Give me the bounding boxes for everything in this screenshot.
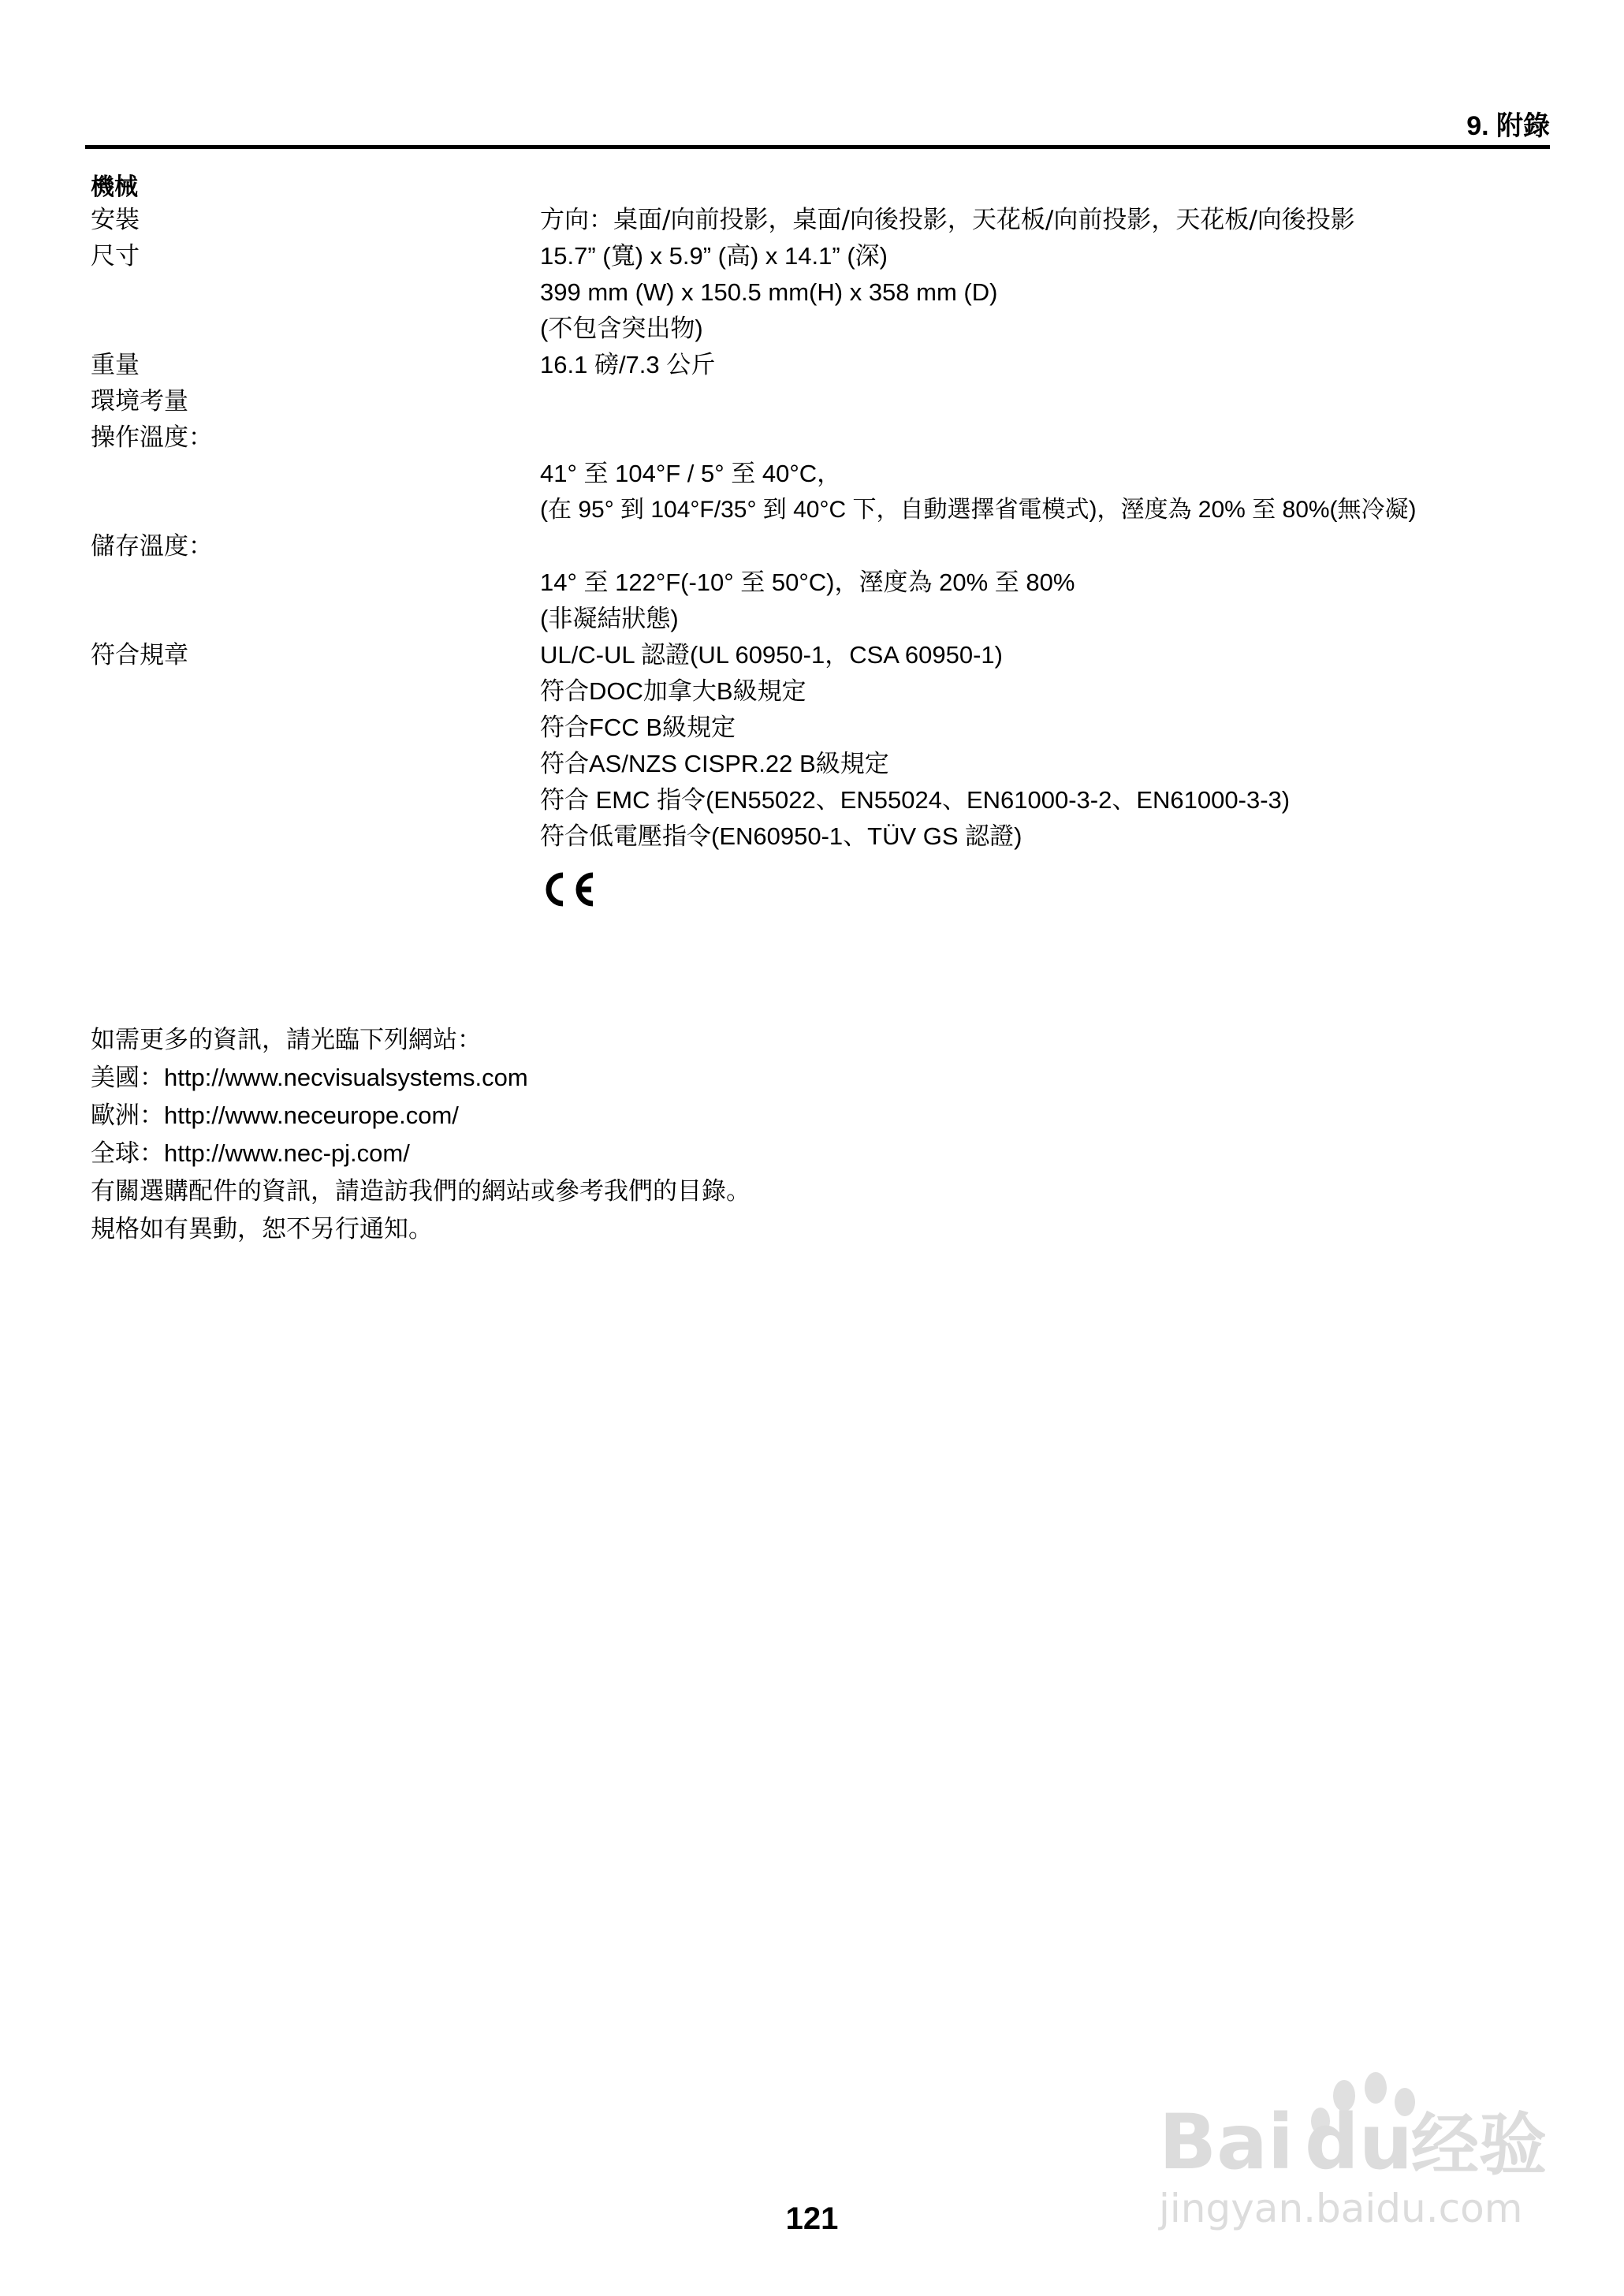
info-line-europe-url: 歐洲：http://www.neceurope.com/ bbox=[91, 1101, 459, 1129]
spec-label-install: 安裝 bbox=[91, 206, 140, 234]
info-line-spec-change: 規格如有異動，恕不另行通知。 bbox=[91, 1215, 433, 1243]
ce-mark-icon bbox=[538, 870, 598, 908]
spec-value-compliance-2: 符合DOC加拿大B級規定 bbox=[540, 677, 806, 705]
spec-label-compliance: 符合規章 bbox=[91, 641, 188, 669]
spec-value-operating-temp-2: (在 95° 到 104°F/35° 到 40°C 下，自動選擇省電模式)，溼度為 20% 至 80%(無冷凝) bbox=[540, 497, 1417, 523]
watermark-bai: Bai bbox=[1159, 2098, 1294, 2186]
spec-value-storage-temp-1: 14° 至 122°F(-10° 至 50°C)，溼度為 20% 至 80% bbox=[540, 568, 1075, 596]
spec-value-dimensions-3: (不包含突出物) bbox=[540, 315, 703, 342]
spec-value-dimensions-2: 399 mm (W) x 150.5 mm(H) x 358 mm (D) bbox=[540, 278, 998, 306]
spec-value-dimensions-1: 15.7” (寬) x 5.9” (高) x 14.1” (深) bbox=[540, 242, 888, 270]
watermark-url: jingyan.baidu.com bbox=[1159, 2186, 1523, 2231]
spec-value-storage-temp-2: (非凝結狀態) bbox=[540, 605, 679, 632]
info-line-accessories: 有關選購配件的資訊，請造訪我們的網站或參考我們的目錄。 bbox=[91, 1177, 751, 1205]
spec-value-compliance-3: 符合FCC B級規定 bbox=[540, 714, 736, 741]
spec-label-dimensions: 尺寸 bbox=[91, 242, 140, 270]
info-line-usa-url: 美國：http://www.necvisualsystems.com bbox=[91, 1064, 528, 1091]
spec-value-compliance-1: UL/C-UL 認證(UL 60950-1，CSA 60950-1) bbox=[540, 641, 1003, 669]
section-heading: 機械 bbox=[91, 173, 138, 201]
baidu-watermark bbox=[1151, 2050, 1561, 2239]
spec-label-weight: 重量 bbox=[91, 351, 140, 379]
spec-value-compliance-6: 符合低電壓指令(EN60950-1、TÜV GS 認證) bbox=[540, 822, 1022, 850]
header-divider bbox=[85, 145, 1550, 149]
spec-label-environment: 環境考量 bbox=[91, 387, 188, 416]
page-header-title: 9. 附錄 bbox=[1466, 111, 1550, 141]
watermark-du: du bbox=[1305, 2098, 1414, 2186]
spec-label-storage-temp: 儲存溫度： bbox=[91, 532, 213, 561]
page-number: 121 bbox=[785, 2201, 839, 2236]
spec-value-compliance-4: 符合AS/NZS CISPR.22 B級規定 bbox=[540, 750, 889, 777]
info-line-global-url: 全球：http://www.nec-pj.com/ bbox=[91, 1139, 410, 1167]
spec-label-operating-temp: 操作溫度： bbox=[91, 423, 213, 452]
spec-value-install: 方向：桌面/向前投影，桌面/向後投影，天花板/向前投影，天花板/向後投影 bbox=[540, 206, 1355, 234]
info-line-more-info: 如需更多的資訊，請光臨下列網站： bbox=[91, 1026, 482, 1053]
watermark-jingyan: 经验 bbox=[1411, 2106, 1547, 2185]
spec-value-compliance-5: 符合 EMC 指令(EN55022、EN55024、EN61000-3-2、EN61000-3-3) bbox=[540, 786, 1291, 814]
spec-value-weight: 16.1 磅/7.3 公斤 bbox=[540, 351, 716, 378]
spec-value-operating-temp-1: 41° 至 104°F / 5° 至 40°C， bbox=[540, 460, 842, 487]
